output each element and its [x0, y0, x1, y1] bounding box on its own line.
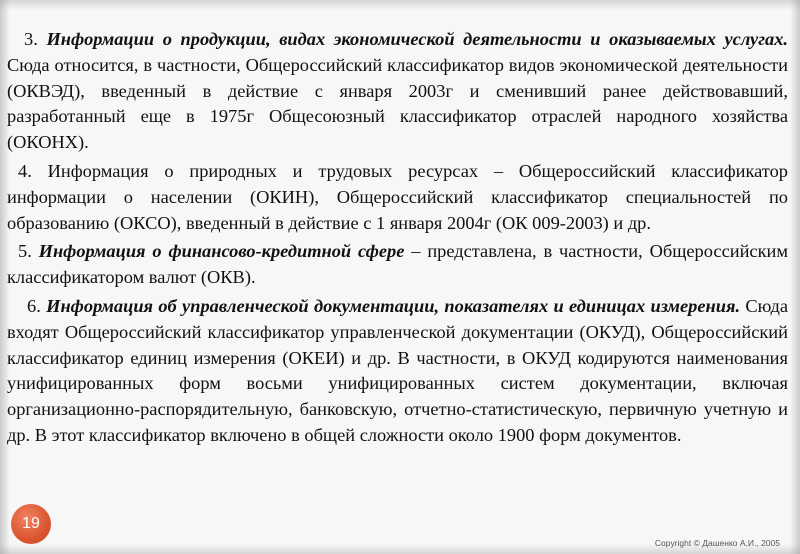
paragraph-heading: Информация о финансово-кредитной сфере — [38, 241, 405, 262]
paragraph-5 — [7, 239, 788, 291]
paragraph-text: – представлена, в частности, Общероссийским классификатором валют (ОКВ). — [7, 241, 788, 288]
paragraph-text: Информация о природных и трудовых ресурсах – Общероссийский классификатор информации о населении (ОКИН), Общероссийский классификатор специальностей по образованию (ОКСО), введенный в действие с 1 января 2004г (ОК 009-2003) и др. — [7, 160, 788, 233]
paragraph-heading: Информация об управленческой документации, показателях и единицах измерения. — [46, 295, 741, 316]
paragraph-4 — [7, 159, 788, 236]
paragraph-number: 6. — [27, 295, 41, 316]
page-number-badge: 19 — [11, 504, 51, 544]
paragraph-text: Сюда входят Общероссийский классификатор управленческой документации (ОКУД), Общероссийский классификатор единиц измерения (ОКЕИ) и др. В частности, в ОКУД кодируются наименования унифицированных форм восьми унифицированных систем документации, включая организационно-распорядительную, банковскую, отчетно-статистическую, первичную учетную и др. В этот классификатор включено в общей сложности около 1900 форм документов. — [7, 295, 788, 445]
paragraph-number: 4. — [18, 160, 32, 181]
paragraph-number: 3. — [24, 29, 38, 49]
copyright-notice: Copyright © Дашенко А.И., 2005 — [654, 538, 780, 548]
paragraph-6 — [7, 294, 788, 449]
paragraph-heading: Информации о продукции, видах экономической деятельности и оказываемых услугах. — [46, 29, 788, 49]
paragraph-3 — [7, 27, 788, 156]
slide-content — [7, 27, 788, 449]
paragraph-text: Сюда относится, в частности, Общероссийский классификатор видов экономической деятельности (ОКВЭД), введенный в действие с января 2003г и сменивший ранее действовавший, разработанный еще в 1975г Общесоюзный классификатор отраслей народного хозяйства (ОКОНХ). — [7, 54, 788, 153]
paragraph-number: 5. — [18, 241, 32, 262]
